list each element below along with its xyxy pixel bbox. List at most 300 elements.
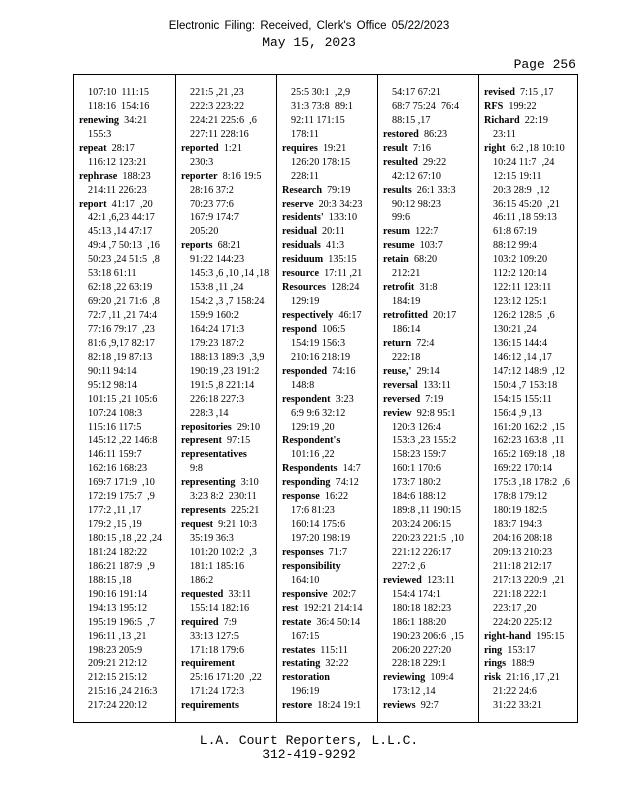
index-entry: [176, 588, 276, 602]
index-refs: 42:12 67:10: [392, 170, 441, 182]
index-refs: 225:21: [225, 505, 260, 517]
index-refs: 212:21: [392, 268, 421, 280]
index-continuation-line: [74, 309, 175, 323]
index-continuation-line: [479, 198, 579, 212]
index-continuation-line: [176, 211, 276, 225]
index-refs: 135:15: [323, 254, 357, 266]
footer: [0, 734, 618, 762]
index-refs: 220:23 221:5 ,10: [392, 533, 464, 544]
index-refs: 195:15: [531, 630, 565, 642]
index-refs: 42:1 ,6,23 44:17: [88, 212, 155, 224]
index-refs: 153:3 ,23 155:2: [392, 435, 457, 447]
index-entry: [277, 309, 377, 323]
index-term: resulted: [383, 156, 418, 168]
index-continuation-line: [74, 546, 175, 560]
index-refs: 155:3: [88, 128, 112, 140]
index-continuation-line: [74, 351, 175, 365]
index-refs: 223:17 ,20: [493, 602, 537, 614]
index-entry: [277, 616, 377, 630]
index-refs: 23:11: [493, 128, 516, 140]
index-entry: [378, 253, 478, 267]
index-refs: 7:19: [420, 393, 444, 405]
index-continuation-line: [74, 532, 175, 546]
index-refs: 180:18 182:23: [392, 602, 452, 614]
index-continuation-line: [176, 114, 276, 128]
index-term: respond: [282, 323, 317, 335]
index-refs: 49:4 ,7 50:13 ,16: [88, 240, 160, 252]
index-refs: 226:18 227:3: [190, 393, 245, 405]
index-refs: 50:23 ,24 51:5 ,8: [88, 254, 160, 266]
index-refs: 74:16: [327, 365, 356, 377]
index-refs: 171:18 179:6: [190, 644, 245, 656]
index-continuation-line: [176, 379, 276, 393]
index-refs: 17:11 ,21: [318, 268, 363, 280]
index-continuation-line: [479, 602, 579, 616]
index-entry: [378, 574, 478, 588]
index-refs: 222:18: [392, 351, 421, 363]
index-continuation-line: [277, 407, 377, 421]
index-continuation-line: [277, 574, 377, 588]
index-refs: 122:7: [409, 226, 439, 238]
index-term: restoration: [282, 672, 330, 684]
index-refs: 122:11 123:11: [493, 282, 552, 294]
index-continuation-line: [378, 546, 478, 560]
index-refs: 106:5: [316, 323, 346, 335]
index-continuation-line: [277, 295, 377, 309]
index-continuation-line: [479, 518, 579, 532]
index-continuation-line: [74, 434, 175, 448]
index-continuation-line: [176, 644, 276, 658]
index-continuation-line: [176, 365, 276, 379]
index-refs: 156:4 ,9 ,13: [493, 407, 542, 419]
index-refs: 19:21: [317, 142, 347, 154]
index-term: resource: [282, 268, 319, 280]
index-refs: 164:10: [291, 574, 320, 586]
index-refs: 173:7 180:2: [392, 477, 441, 489]
index-term: responses: [282, 546, 324, 558]
index-continuation-line: [74, 156, 175, 170]
index-refs: 77:16 79:17 ,23: [88, 323, 155, 335]
index-refs: 146:12 ,14 ,17: [493, 351, 552, 363]
index-refs: 179:2 ,15 ,19: [88, 519, 142, 531]
index-refs: 6:9 9:6 32:12: [291, 407, 346, 419]
index-entry: [277, 393, 377, 407]
index-term: resume: [383, 240, 415, 252]
index-refs: 79:19: [321, 184, 351, 196]
index-refs: 74:12: [330, 477, 359, 489]
index-continuation-line: [479, 421, 579, 435]
index-refs: 178:8 179:12: [493, 491, 548, 503]
index-entry: [378, 365, 478, 379]
index-refs: 128:24: [325, 282, 360, 294]
index-term: retrofit: [383, 282, 415, 294]
index-entry: [176, 448, 276, 462]
index-entry: [277, 699, 377, 713]
index-refs: 184:19: [392, 296, 421, 308]
index-continuation-line: [277, 518, 377, 532]
index-continuation-line: [378, 421, 478, 435]
index-continuation-line: [277, 170, 377, 184]
index-continuation-line: [378, 100, 478, 114]
index-continuation-line: [176, 198, 276, 212]
index-refs: 154:19 156:3: [291, 337, 346, 349]
index-column-4: [377, 75, 478, 722]
index-entry: [378, 239, 478, 253]
index-refs: 145:12 ,22 146:8: [88, 435, 158, 447]
index-refs: 224:21 225:6 ,6: [190, 114, 257, 126]
index-continuation-line: [378, 351, 478, 365]
index-refs: 230:3: [190, 156, 214, 168]
index-entry: [277, 644, 377, 658]
index-refs: 31:22 33:21: [493, 700, 542, 712]
index-continuation-line: [277, 337, 377, 351]
index-continuation-line: [74, 184, 175, 198]
index-entry: [479, 100, 579, 114]
index-refs: 160:14 175:6: [291, 519, 346, 531]
index-refs: 172:19 175:7 ,9: [88, 491, 155, 503]
index-refs: 169:7 171:9 ,10: [88, 477, 155, 489]
index-refs: 198:23 205:9: [88, 644, 143, 656]
index-continuation-line: [479, 685, 579, 699]
index-continuation-line: [277, 685, 377, 699]
index-entry: [176, 699, 276, 713]
index-refs: 7:15 ,17: [514, 87, 554, 98]
index-entry: [277, 142, 377, 156]
index-term: request: [181, 519, 214, 531]
index-continuation-line: [74, 407, 175, 421]
index-continuation-line: [74, 574, 175, 588]
index-continuation-line: [277, 156, 377, 170]
index-refs: 190:23 206:6 ,15: [392, 630, 464, 642]
index-continuation-line: [277, 100, 377, 114]
index-entry: [176, 421, 276, 435]
index-entry: [479, 671, 579, 685]
index-continuation-line: [176, 225, 276, 239]
index-term: response: [282, 491, 320, 503]
index-continuation-line: [378, 518, 478, 532]
index-continuation-line: [176, 281, 276, 295]
index-entry: [277, 657, 377, 671]
index-refs: 173:12 ,14: [392, 686, 436, 698]
index-refs: 227:11 228:16: [190, 128, 249, 140]
index-entry: [378, 142, 478, 156]
index-continuation-line: [176, 86, 276, 100]
index-continuation-line: [277, 128, 377, 142]
index-term: reviewed: [383, 574, 422, 586]
index-refs: 68:21: [212, 240, 241, 252]
index-term: ring: [484, 644, 503, 656]
index-refs: 221:12 226:17: [392, 546, 452, 558]
index-refs: 31:3 73:8 89:1: [291, 100, 353, 112]
index-continuation-line: [74, 490, 175, 504]
index-column-3: [276, 75, 377, 722]
index-continuation-line: [277, 532, 377, 546]
index-continuation-line: [74, 267, 175, 281]
index-refs: 29:10: [231, 421, 261, 433]
index-refs: 9:8: [190, 463, 204, 475]
index-refs: 35:19 36:3: [190, 533, 234, 544]
index-continuation-line: [277, 86, 377, 100]
index-refs: 180:15 ,18 ,22 ,24: [88, 533, 163, 544]
index-refs: 126:2 128:5 ,6: [493, 310, 555, 321]
index-refs: 18:24 19:1: [312, 700, 362, 712]
index-continuation-line: [74, 86, 175, 100]
index-continuation-line: [74, 602, 175, 616]
index-refs: 41:3: [320, 240, 345, 252]
index-refs: 167:15: [291, 630, 320, 642]
index-continuation-line: [74, 504, 175, 518]
index-continuation-line: [74, 518, 175, 532]
index-refs: 228:3 ,14: [190, 407, 229, 419]
index-refs: 88:15 ,17: [392, 114, 431, 126]
index-refs: 71:7: [323, 546, 347, 558]
index-continuation-line: [479, 393, 579, 407]
index-continuation-line: [479, 128, 579, 142]
index-term: represents: [181, 505, 226, 517]
index-continuation-line: [277, 114, 377, 128]
index-refs: 54:17 67:21: [392, 87, 441, 98]
index-term: revised: [484, 87, 515, 98]
index-refs: 222:3 223:22: [190, 100, 245, 112]
index-continuation-line: [74, 225, 175, 239]
index-refs: 186:14: [392, 323, 421, 335]
index-entry: [74, 198, 175, 212]
index-term: reversed: [383, 393, 421, 405]
index-refs: 154:2 ,3 ,7 158:24: [190, 296, 265, 308]
index-term: RFS: [484, 100, 504, 112]
index-continuation-line: [479, 532, 579, 546]
index-refs: 6:2 ,18 10:10: [505, 142, 565, 154]
index-refs: 186:1 188:20: [392, 616, 447, 628]
index-refs: 210:16 218:19: [291, 351, 351, 363]
index-refs: 46:17: [333, 310, 362, 321]
index-term: reserve: [282, 198, 314, 210]
index-continuation-line: [176, 337, 276, 351]
index-refs: 129:19: [291, 296, 320, 308]
index-refs: 29:14: [411, 365, 440, 377]
index-refs: 150:4 ,7 153:18: [493, 379, 558, 391]
index-refs: 188:15 ,18: [88, 574, 132, 586]
index-entry: [378, 225, 478, 239]
index-refs: 171:24 172:3: [190, 686, 245, 698]
index-refs: 199:22: [503, 100, 537, 112]
index-continuation-line: [378, 323, 478, 337]
index-continuation-line: [378, 86, 478, 100]
index-continuation-line: [74, 323, 175, 337]
index-refs: 17:6 81:23: [291, 505, 335, 517]
index-refs: 99:6: [392, 212, 411, 224]
index-refs: 153:17: [502, 644, 536, 656]
index-refs: 202:7: [327, 588, 356, 600]
index-term: rephrase: [79, 170, 118, 182]
index-continuation-line: [479, 267, 579, 281]
index-entry: [479, 644, 579, 658]
index-refs: 155:14 182:16: [190, 602, 250, 614]
index-entry: [176, 504, 276, 518]
index-continuation-line: [479, 448, 579, 462]
index-continuation-line: [74, 337, 175, 351]
footer-company: L.A. Court Reporters, L.L.C.: [199, 733, 419, 748]
index-refs: 133:11: [417, 379, 451, 391]
index-continuation-line: [479, 574, 579, 588]
index-refs: 101:15 ,21 105:6: [88, 393, 158, 405]
index-refs: 92:11 171:15: [291, 114, 345, 126]
index-refs: 153:8 ,11 ,24: [190, 282, 244, 294]
index-refs: 14:7: [337, 463, 361, 475]
index-term: responsibility: [282, 560, 341, 572]
index-refs: 209:13 210:23: [493, 546, 553, 558]
index-continuation-line: [378, 602, 478, 616]
index-term: reporter: [181, 170, 218, 182]
index-continuation-line: [378, 504, 478, 518]
index-continuation-line: [479, 560, 579, 574]
index-refs: 16:22: [319, 491, 349, 503]
index-term: retain: [383, 254, 409, 266]
index-refs: 181:24 182:22: [88, 546, 148, 558]
index-continuation-line: [378, 657, 478, 671]
index-term: residuals: [282, 240, 321, 252]
index-continuation-line: [479, 699, 579, 713]
index-refs: 161:20 162:2 ,15: [493, 421, 565, 433]
index-term: reviews: [383, 700, 416, 712]
index-refs: 217:24 220:12: [88, 700, 148, 712]
index-refs: 190:16 191:14: [88, 588, 148, 600]
index-entry: [378, 184, 478, 198]
index-refs: 188:9: [506, 658, 535, 670]
index-refs: 20:3 34:23: [313, 198, 363, 210]
index-refs: 95:12 98:14: [88, 379, 137, 391]
index-continuation-line: [479, 462, 579, 476]
page-number: Page 256: [513, 57, 576, 72]
index-continuation-line: [176, 602, 276, 616]
index-entry: [378, 128, 478, 142]
index-term: right: [484, 142, 506, 154]
index-term: reports: [181, 240, 213, 252]
index-refs: 90:11 94:14: [88, 365, 137, 377]
index-term: Respondents: [282, 463, 338, 475]
index-refs: 188:13 189:3 ,3,9: [190, 351, 265, 363]
index-continuation-line: [479, 365, 579, 379]
index-entry: [479, 114, 579, 128]
index-refs: 129:19 ,20: [291, 421, 335, 433]
index-refs: 196:11 ,13 ,21: [88, 630, 147, 642]
index-entry: [277, 323, 377, 337]
index-refs: 101:16 ,22: [291, 449, 335, 461]
index-refs: 34:21: [119, 114, 148, 126]
index-term: residents': [282, 212, 324, 224]
index-refs: 186:21 187:9 ,9: [88, 560, 155, 572]
index-continuation-line: [176, 630, 276, 644]
filing-stamp: Electronic Filing: Received, Clerk's Office 05/22/2023: [168, 20, 450, 32]
deposition-date: May 15, 2023: [262, 35, 356, 50]
index-continuation-line: [176, 490, 276, 504]
index-term: Resources: [282, 282, 326, 294]
index-continuation-line: [479, 379, 579, 393]
index-refs: 36:4 50:14: [311, 616, 361, 628]
index-term: reuse,': [383, 365, 412, 377]
index-refs: 206:20 227:20: [392, 644, 452, 656]
index-continuation-line: [176, 532, 276, 546]
index-entry: [176, 142, 276, 156]
index-continuation-line: [74, 560, 175, 574]
index-continuation-line: [479, 170, 579, 184]
index-continuation-line: [479, 281, 579, 295]
index-refs: 214:11 226:23: [88, 184, 147, 196]
index-entry: [378, 309, 478, 323]
index-continuation-line: [378, 198, 478, 212]
index-refs: 209:21 212:12: [88, 658, 148, 670]
index-refs: 181:1 185:16: [190, 560, 245, 572]
index-entry: [277, 546, 377, 560]
index-continuation-line: [479, 616, 579, 630]
index-term: restate: [282, 616, 312, 628]
index-continuation-line: [479, 295, 579, 309]
index-continuation-line: [277, 630, 377, 644]
index-term: restore: [282, 700, 313, 712]
index-continuation-line: [479, 309, 579, 323]
index-entry: [277, 462, 377, 476]
index-refs: 62:18 ,22 63:19: [88, 282, 153, 294]
index-continuation-line: [74, 253, 175, 267]
index-term: repositories: [181, 421, 232, 433]
index-refs: 115:11: [315, 644, 348, 656]
index-continuation-line: [74, 644, 175, 658]
index-continuation-line: [176, 546, 276, 560]
index-refs: 148:8: [291, 379, 315, 391]
index-continuation-line: [378, 616, 478, 630]
index-entry: [378, 156, 478, 170]
index-continuation-line: [378, 644, 478, 658]
index-term: right-hand: [484, 630, 531, 642]
index-entry: [277, 253, 377, 267]
index-refs: 61:8 67:19: [493, 226, 537, 238]
index-term: restating: [282, 658, 321, 670]
index-continuation-line: [479, 184, 579, 198]
index-refs: 184:6 188:12: [392, 491, 447, 503]
index-continuation-line: [479, 337, 579, 351]
index-refs: 86:23: [418, 128, 448, 140]
index-entry: [176, 476, 276, 490]
index-continuation-line: [74, 616, 175, 630]
index-continuation-line: [74, 295, 175, 309]
index-continuation-line: [74, 588, 175, 602]
index-entry: [277, 588, 377, 602]
index-refs: 33:11: [223, 588, 252, 600]
index-continuation-line: [74, 476, 175, 490]
index-refs: 192:21 214:14: [298, 602, 363, 614]
index-entry: [277, 225, 377, 239]
index-continuation-line: [176, 156, 276, 170]
index-refs: 175:3 ,18 178:2 ,6: [493, 477, 570, 489]
index-term: respondent: [282, 393, 331, 405]
index-term: repeat: [79, 142, 107, 154]
index-refs: 190:19 ,23 191:2: [190, 365, 260, 377]
index-refs: 28:16 37:2: [190, 184, 234, 196]
index-refs: 28:17: [106, 142, 135, 154]
index-refs: 177:2 ,11 ,17: [88, 505, 142, 517]
index-continuation-line: [176, 295, 276, 309]
index-continuation-line: [277, 448, 377, 462]
index-refs: 68:20: [408, 254, 438, 266]
index-continuation-line: [74, 239, 175, 253]
index-refs: 203:24 206:15: [392, 519, 452, 531]
index-entry: [479, 630, 579, 644]
index-refs: 90:12 98:23: [392, 198, 441, 210]
index-term: requested: [181, 588, 224, 600]
index-continuation-line: [74, 393, 175, 407]
index-column-5: [478, 75, 579, 722]
index-entry: [378, 671, 478, 685]
